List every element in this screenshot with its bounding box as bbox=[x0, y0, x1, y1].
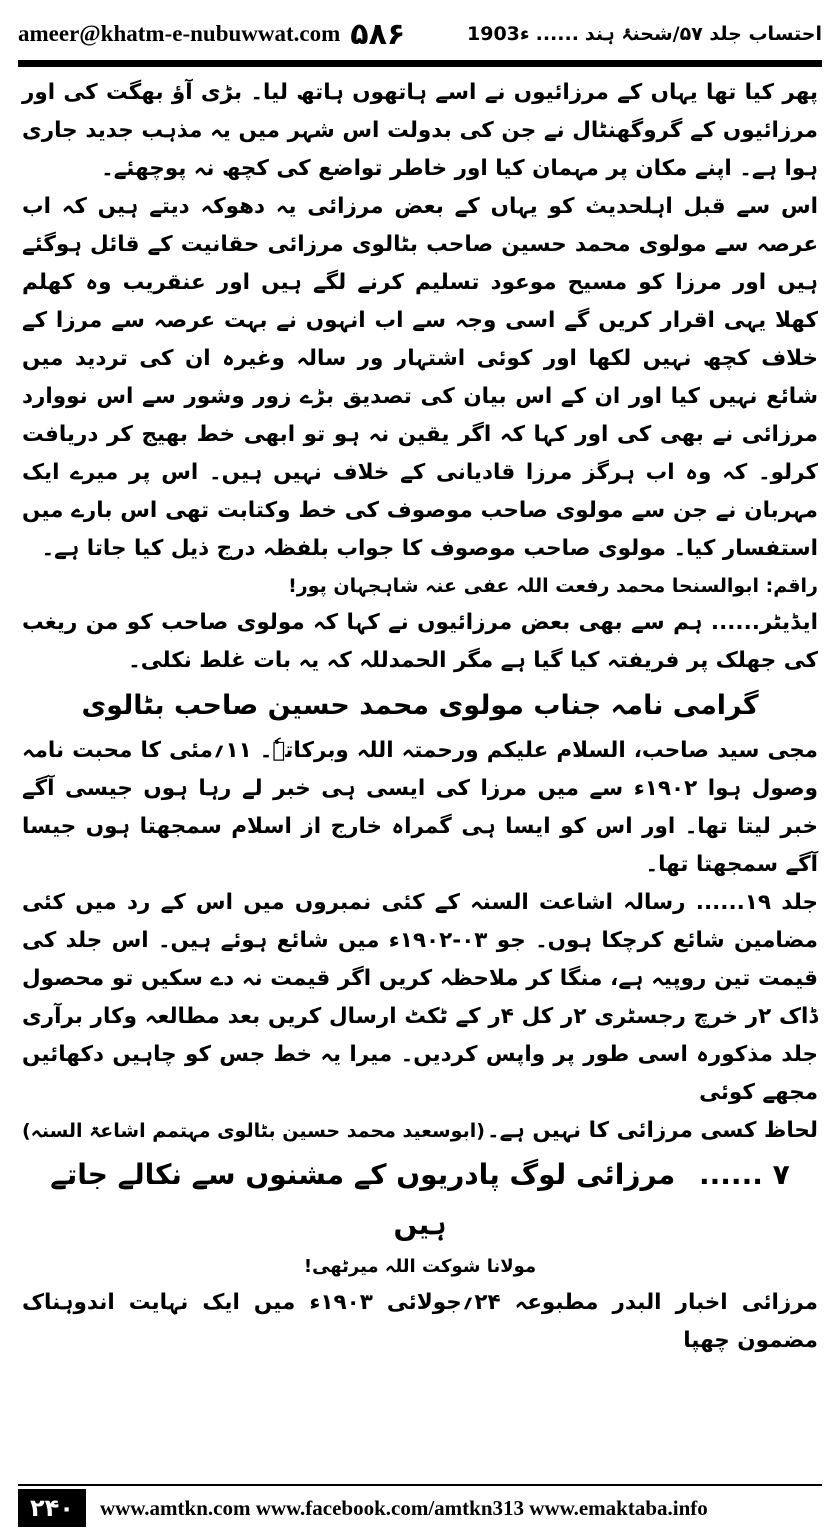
signature: (ابوسعید محمد حسین بٹالوی مہتمم اشاعۃ السنہ) bbox=[22, 1120, 485, 1142]
letter-paragraph: مجی سید صاحب، السلام علیکم ورحمتہ اللہ وبرکاتہٗ۔ ۱۱؍مئی کا محبت نامہ وصول ہوا ۱۹۰۲ء سے میں مرزا کی ایسی ہی خبر لے رہا ہوں جیسی آگے خبر لیتا تھا۔ اور اس کو ایسا ہی گمراہ خارج از اسلام سمجھتا ہوں جیسا آگے سمجھتا تھا۔ bbox=[22, 738, 818, 877]
section-title: مرزائی لوگ پادریوں کے مشنوں سے نکالے جاتے ہیں bbox=[50, 1158, 676, 1241]
signature-line bbox=[22, 1112, 818, 1150]
footer-links[interactable]: www.amtkn.com www.facebook.com/amtkn313 www.emaktaba.info bbox=[99, 1495, 708, 1520]
header-left bbox=[18, 17, 405, 52]
header-rule bbox=[18, 60, 822, 67]
header-page-number: ۵۸۶ bbox=[350, 16, 406, 52]
footer-page-box: ۲۴۰ bbox=[18, 1489, 86, 1527]
editor-note: ایڈیٹر...... ہم سے بھی بعض مرزائیوں نے کہا کہ مولوی صاحب کو من ریغب کی جھلک پر فریفتہ کیا گیا ہے مگر الحمدللہ کہ یہ بات غلط نکلی۔ bbox=[22, 610, 818, 673]
page-footer bbox=[18, 1486, 822, 1530]
paragraph-2: اس سے قبل اہلحدیث کو یہاں کے بعض مرزائی یہ دھوکہ دیتے ہیں کہ اب عرصہ سے مولوی محمد حسین صاحب بٹالوی مرزائی حقانیت کے قائل ہوگئے ہیں اور مرزا کو مسیح موعود تسلیم کرنے لگے ہیں اور عنقریب وہ کھلم کھلا یہی اقرار کریں گے اسی وجہ سے اب انہوں نے بہت عرصہ سے مرزا کے خلاف کچھ نہیں لکھا اور کوئی اشتہار ور سالہ وغیرہ ان کی تردید میں شائع نہیں کیا اور ان کے اس بیان کی تصدیق بڑے زور وشور سے اس نووارد مرزائی نے بھی کی اور کہا کہ اگر یقین نہ ہو تو ابھی خط بھیج کر دریافت کرلو۔ کہ وہ اب ہرگز مرزا قادیانی کے خلاف نہیں ہیں۔ اس پر میرے ایک مہربان نے جن سے مولوی صاحب موصوف کی خط وکتابت تھی اس بارے میں استفسار کیا۔ مولوی صاحب موصوف کا جواب بلفظہ درج ذیل کیا جاتا ہے۔ bbox=[22, 194, 818, 561]
raqim-line: راقم: ابوالسنحا محمد رفعت اللہ عفی عنہ شاہجہان پور! bbox=[288, 575, 818, 597]
page-header bbox=[18, 14, 822, 54]
final-paragraph: مرزائی اخبار البدر مطبوعہ ۲۴؍جولائی ۱۹۰۳ء میں ایک نہایت اندوہناک مضمون چھپا bbox=[22, 1290, 818, 1353]
last-line: لحاظ کسی مرزائی کا نہیں ہے۔ bbox=[487, 1118, 818, 1143]
section-heading bbox=[22, 1150, 818, 1250]
section-author: مولانا شوکت اللہ میرٹھی! bbox=[303, 1256, 537, 1277]
header-dots: ...... bbox=[535, 23, 579, 45]
header-year: 1903ء bbox=[467, 23, 530, 45]
header-right bbox=[467, 23, 822, 45]
section-number: ۷ ...... bbox=[699, 1158, 790, 1191]
header-email[interactable]: ameer@khatm-e-nubuwwat.com bbox=[18, 21, 341, 46]
page-content bbox=[22, 74, 818, 1360]
paragraph-1: پھر کیا تھا یہاں کے مرزائیوں نے اسے ہاتھوں ہاتھ لیا۔ بڑی آؤ بھگت کی اور مرزائیوں کے گروگھنٹال نے جن کی بدولت اس شہر میں یہ مذہب جدید جاری ہوا ہے۔ اپنے مکان پر مہمان کیا اور خاطر تواضع کی کچھ نہ پوچھئے۔ bbox=[22, 80, 818, 181]
jild-paragraph: جلد ۱۹...... رسالہ اشاعت السنہ کے کئی نمبروں میں اس کے رد میں کئی مضامین شائع کرچکا ہوں۔ جو ۰۳-۱۹۰۲ء میں شائع ہوئے ہیں۔ اس جلد کی قیمت تین روپیہ ہے، منگا کر ملاحظہ کریں اگر قیمت نہ دے سکیں تو محصول ڈاک ۲ر خرچ رجسٹری ۲ر کل ۴ر کے ٹکٹ ارسال کریں بعد مطالعہ وکار برآری جلد مذکورہ اسی طور پر واپس کردیں۔ میرا یہ خط جس کو چاہیں دکھائیں مجھے کوئی bbox=[22, 890, 818, 1105]
header-book-title: احتساب جلد ۵۷/شحنۂ ہند bbox=[584, 23, 822, 45]
letter-title: گرامی نامہ جناب مولوی محمد حسین صاحب بٹالوی bbox=[81, 690, 759, 721]
